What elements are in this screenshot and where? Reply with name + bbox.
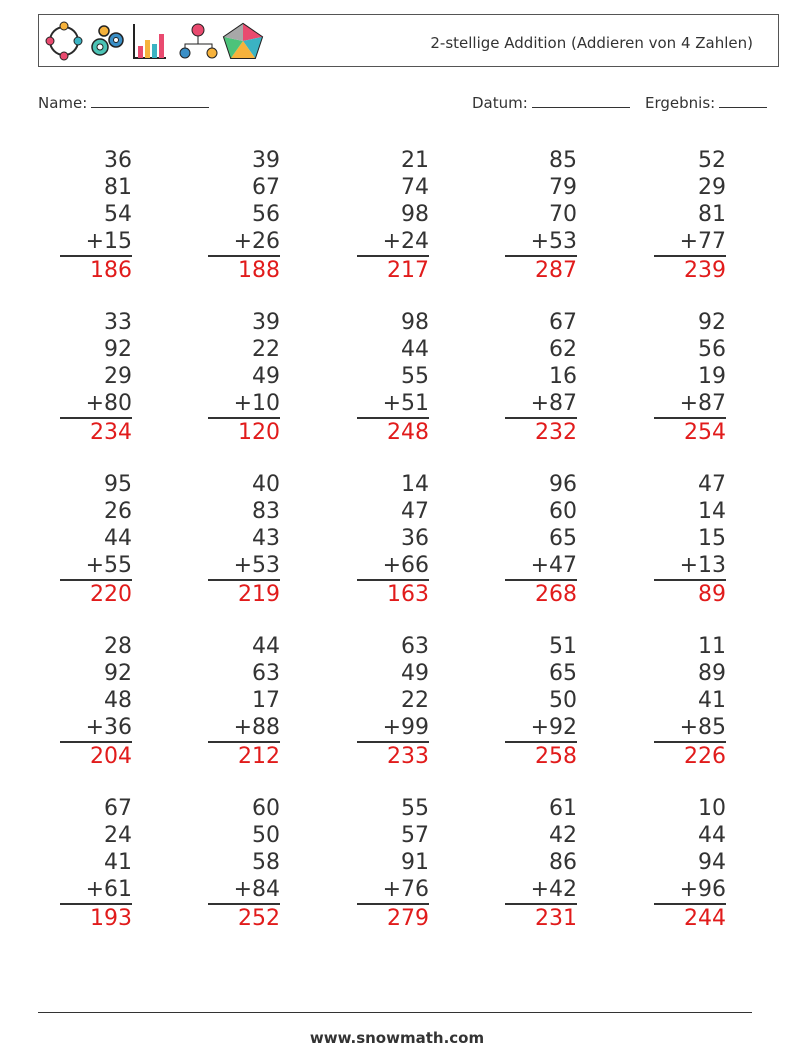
addition-problem (349, 309, 429, 446)
addition-problem (349, 147, 429, 284)
addend: 92 (698, 310, 726, 335)
answer: 120 (238, 420, 280, 445)
addend: 57 (401, 823, 429, 848)
addend: 62 (549, 337, 577, 362)
addend: 81 (698, 202, 726, 227)
addend: 15 (698, 526, 726, 551)
addend: 92 (104, 661, 132, 686)
gears-icon (92, 26, 123, 55)
addition-problem (200, 795, 280, 932)
addend: 14 (401, 472, 429, 497)
addend: 74 (401, 175, 429, 200)
answer: 186 (90, 258, 132, 283)
addend: 92 (104, 337, 132, 362)
addend: 98 (401, 202, 429, 227)
answer: 193 (90, 906, 132, 931)
addend: 17 (252, 688, 280, 713)
name-line[interactable] (91, 93, 209, 108)
addend: 67 (104, 796, 132, 821)
addend-with-plus: +15 (85, 229, 132, 254)
addend: 26 (104, 499, 132, 524)
addition-problem (200, 633, 280, 770)
addend: 33 (104, 310, 132, 335)
addend-with-plus: +24 (382, 229, 429, 254)
addend: 60 (549, 499, 577, 524)
addend: 55 (401, 796, 429, 821)
answer: 219 (238, 582, 280, 607)
addend: 41 (698, 688, 726, 713)
addend-with-plus: +77 (679, 229, 726, 254)
addend-with-plus: +84 (233, 877, 280, 902)
addend: 41 (104, 850, 132, 875)
answer: 220 (90, 582, 132, 607)
addend: 89 (698, 661, 726, 686)
addend: 65 (549, 661, 577, 686)
people-cycle-icon (46, 22, 82, 60)
addition-problem (646, 309, 726, 446)
date-label: Datum: (472, 94, 528, 112)
addend-with-plus: +87 (679, 391, 726, 416)
addend: 47 (698, 472, 726, 497)
addend: 39 (252, 310, 280, 335)
addend: 44 (698, 823, 726, 848)
addend: 21 (401, 148, 429, 173)
answer: 234 (90, 420, 132, 445)
addend: 50 (252, 823, 280, 848)
addition-problem (200, 147, 280, 284)
addend: 14 (698, 499, 726, 524)
bar-chart-icon (134, 24, 166, 58)
addition-problem (52, 795, 132, 932)
answer: 254 (684, 420, 726, 445)
addend: 42 (549, 823, 577, 848)
name-field[interactable] (38, 93, 209, 112)
answer: 226 (684, 744, 726, 769)
addend: 39 (252, 148, 280, 173)
addend-with-plus: +85 (679, 715, 726, 740)
addend: 47 (401, 499, 429, 524)
worksheet-header (38, 14, 779, 67)
addend: 51 (549, 634, 577, 659)
addition-problem (200, 471, 280, 608)
addend: 11 (698, 634, 726, 659)
answer: 163 (387, 582, 429, 607)
addend-with-plus: +87 (530, 391, 577, 416)
addend-with-plus: +92 (530, 715, 577, 740)
addend-with-plus: +53 (530, 229, 577, 254)
answer: 231 (535, 906, 577, 931)
addend-with-plus: +96 (679, 877, 726, 902)
addend-with-plus: +80 (85, 391, 132, 416)
addend-with-plus: +53 (233, 553, 280, 578)
addend: 24 (104, 823, 132, 848)
addend: 85 (549, 148, 577, 173)
org-chart-icon (180, 24, 217, 58)
answer: 279 (387, 906, 429, 931)
addend-with-plus: +66 (382, 553, 429, 578)
addend: 28 (104, 634, 132, 659)
answer: 204 (90, 744, 132, 769)
addition-problem (52, 633, 132, 770)
addend: 36 (401, 526, 429, 551)
addend: 60 (252, 796, 280, 821)
answer: 252 (238, 906, 280, 931)
addend-with-plus: +99 (382, 715, 429, 740)
addend: 94 (698, 850, 726, 875)
answer: 188 (238, 258, 280, 283)
addend-with-plus: +76 (382, 877, 429, 902)
addend: 67 (549, 310, 577, 335)
addend: 43 (252, 526, 280, 551)
addition-problem (646, 633, 726, 770)
addend: 79 (549, 175, 577, 200)
addend: 56 (252, 202, 280, 227)
addend-with-plus: +88 (233, 715, 280, 740)
answer: 212 (238, 744, 280, 769)
addend-with-plus: +26 (233, 229, 280, 254)
addition-problem (497, 471, 577, 608)
addend: 91 (401, 850, 429, 875)
addend: 40 (252, 472, 280, 497)
addend-with-plus: +10 (233, 391, 280, 416)
addend: 83 (252, 499, 280, 524)
addend-with-plus: +51 (382, 391, 429, 416)
addend: 81 (104, 175, 132, 200)
addend-with-plus: +47 (530, 553, 577, 578)
date-line[interactable] (532, 93, 630, 108)
addition-problem (646, 471, 726, 608)
footer-site: www.snowmath.com (309, 1029, 485, 1047)
addend: 19 (698, 364, 726, 389)
addend: 96 (549, 472, 577, 497)
addend: 58 (252, 850, 280, 875)
addend: 48 (104, 688, 132, 713)
addend: 70 (549, 202, 577, 227)
date-field[interactable] (472, 93, 630, 112)
answer: 89 (698, 582, 726, 607)
addend: 52 (698, 148, 726, 173)
addend: 44 (252, 634, 280, 659)
addend: 63 (252, 661, 280, 686)
answer: 244 (684, 906, 726, 931)
answer: 287 (535, 258, 577, 283)
answer: 217 (387, 258, 429, 283)
pentagon-icon (224, 24, 262, 58)
addend: 44 (104, 526, 132, 551)
addition-problem (349, 471, 429, 608)
addend: 65 (549, 526, 577, 551)
addition-problem (646, 795, 726, 932)
logo-strip (42, 20, 270, 62)
addition-problem (349, 795, 429, 932)
addend: 29 (698, 175, 726, 200)
addend: 36 (104, 148, 132, 173)
addend: 16 (549, 364, 577, 389)
addend-with-plus: +61 (85, 877, 132, 902)
answer: 268 (535, 582, 577, 607)
addend: 44 (401, 337, 429, 362)
addend: 98 (401, 310, 429, 335)
addition-problem (349, 633, 429, 770)
addend: 22 (401, 688, 429, 713)
answer: 232 (535, 420, 577, 445)
addend: 49 (401, 661, 429, 686)
worksheet-title: 2-stellige Addition (Addieren von 4 Zahlen) (430, 34, 753, 52)
result-line[interactable] (719, 93, 767, 108)
answer: 233 (387, 744, 429, 769)
name-label: Name: (38, 94, 88, 112)
answer: 239 (684, 258, 726, 283)
footer-divider (38, 1012, 752, 1013)
addition-problem (497, 147, 577, 284)
addend: 29 (104, 364, 132, 389)
addition-problem (52, 147, 132, 284)
addend: 61 (549, 796, 577, 821)
addend-with-plus: +36 (85, 715, 132, 740)
addend-with-plus: +13 (679, 553, 726, 578)
addend: 49 (252, 364, 280, 389)
addition-problem (200, 309, 280, 446)
addend: 86 (549, 850, 577, 875)
addend: 54 (104, 202, 132, 227)
addition-problem (497, 309, 577, 446)
addition-problem (52, 471, 132, 608)
addend: 56 (698, 337, 726, 362)
addend: 10 (698, 796, 726, 821)
answer: 248 (387, 420, 429, 445)
addend: 50 (549, 688, 577, 713)
addition-problem (497, 795, 577, 932)
addition-problem (646, 147, 726, 284)
addend-with-plus: +42 (530, 877, 577, 902)
addend: 55 (401, 364, 429, 389)
addend: 67 (252, 175, 280, 200)
addend: 22 (252, 337, 280, 362)
addend-with-plus: +55 (85, 553, 132, 578)
result-field[interactable] (645, 93, 767, 112)
addend: 95 (104, 472, 132, 497)
addition-problem (52, 309, 132, 446)
result-label: Ergebnis: (645, 94, 716, 112)
answer: 258 (535, 744, 577, 769)
addition-problem (497, 633, 577, 770)
addend: 63 (401, 634, 429, 659)
